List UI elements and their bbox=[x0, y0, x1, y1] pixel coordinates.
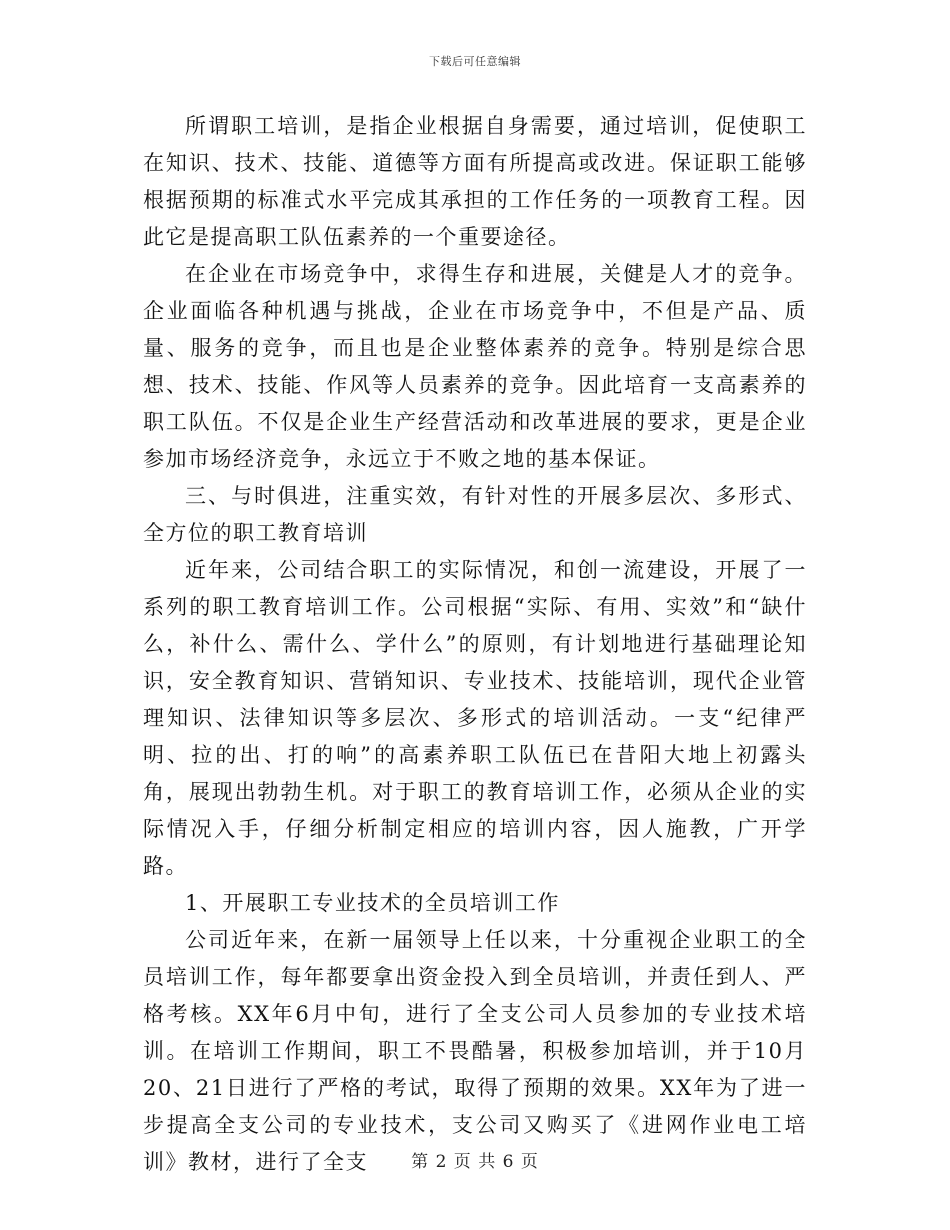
section-heading-3: 三、与时俱进，注重实效，有针对性的开展多层次、多形式、全方位的职工教育培训 bbox=[143, 484, 807, 545]
document-body bbox=[143, 108, 807, 1181]
paragraph-definition: 所谓职工培训，是指企业根据自身需要，通过培训，促使职工在知识、技术、技能、道德等方面有所提高或改进。保证职工能够根据预期的标准式水平完成其承担的工作任务的一项教育工程。因此它是提高职工队伍素养的一个重要途径。 bbox=[143, 114, 807, 249]
paragraph-competition: 在企业在市场竞争中，求得生存和进展，关健是人才的竞争。企业面临各种机遇与挑战，企业在市场竞争中，不但是产品、质量、服务的竞争，而且也是企业整体素养的竞争。特别是综合思想、技术、技能、作风等人员素养的竞争。因此培育一支高素养的职工队伍。不仅是企业生产经营活动和改革进展的要求，更是企业参加市场经济竞争，永远立于不败之地的基本保证。 bbox=[143, 262, 807, 471]
page-footer: 第 2 页 共 6 页 bbox=[411, 1152, 539, 1172]
subsection-heading-1: 1、开展职工专业技术的全员培训工作 bbox=[185, 891, 560, 915]
paragraph-full-staff-training: 公司近年来，在新一届领导上任以来，十分重视企业职工的全员培训工作，每年都要拿出资金投入到全员培训，并责任到人、严格考核。XX年6月中旬，进行了全支公司人员参加的专业技术培训。在培训工作期间，职工不畏酷暑，积极参加培训，并于10月20、21日进行了严格的考试，取得了预期的效果。XX年为了进一步提高全支公司的专业技术，支公司又购买了《进网作业电工培训》教材，进行了全支 bbox=[143, 928, 807, 1174]
page-header: 下载后可任意编辑 bbox=[429, 55, 521, 68]
paragraph-recent-years: 近年来，公司结合职工的实际情况，和创一流建设，开展了一系列的职工教育培训工作。公司根据“实际、有用、实效”和“缺什么，补什么、需什么、学什么”的原则，有计划地进行基础理论知识，安全教育知识、营销知识、专业技术、技能培训，现代企业管理知识、法律知识等多层次、多形式的培训活动。一支“纪律严明、拉的出、打的响”的高素养职工队伍已在昔阳大地上初露头角，展现出勃勃生机。对于职工的教育培训工作，必须从企业的实际情况入手，仔细分析制定相应的培训内容，因人施教，广开学路。 bbox=[143, 558, 807, 878]
